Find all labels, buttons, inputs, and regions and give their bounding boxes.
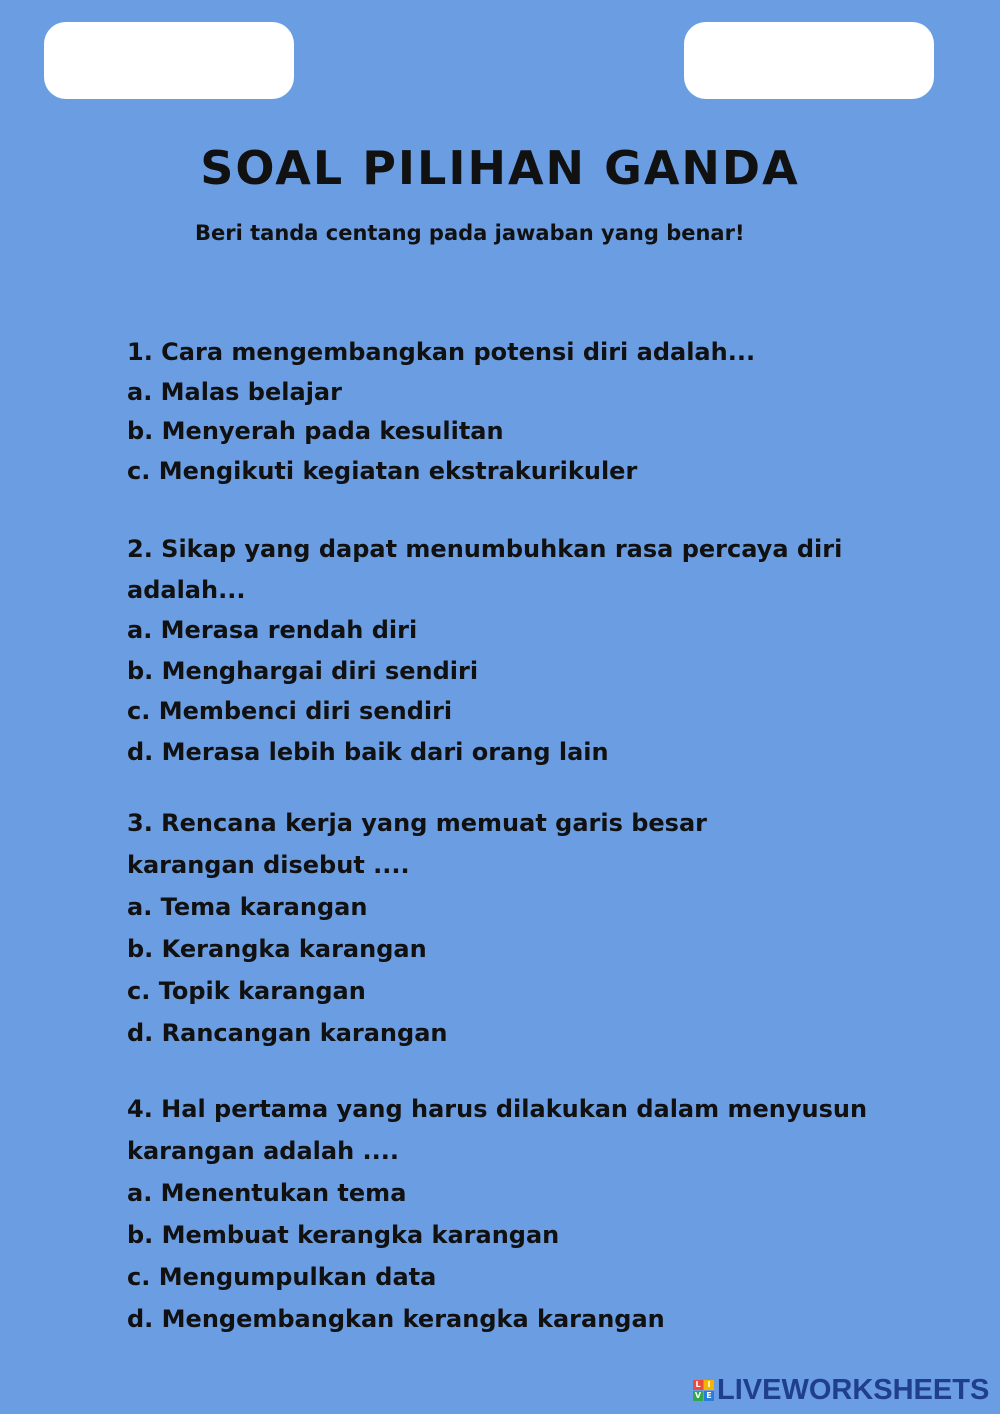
answer-option[interactable]: c. Mengumpulkan data xyxy=(127,1263,437,1291)
question-2 xyxy=(127,529,917,772)
logo-tile: I xyxy=(704,1380,714,1390)
question-1 xyxy=(127,333,917,491)
instruction-text: Beri tanda centang pada jawaban yang benar! xyxy=(195,221,745,245)
answer-option[interactable]: b. Kerangka karangan xyxy=(127,935,427,963)
logo-tile: V xyxy=(694,1390,702,1400)
question-list xyxy=(127,333,917,1373)
answer-option[interactable]: a. Malas belajar xyxy=(127,377,342,406)
answer-option[interactable]: d. Mengembangkan kerangka karangan xyxy=(127,1305,665,1333)
answer-option[interactable]: a. Merasa rendah diri xyxy=(127,616,418,644)
answer-option[interactable]: b. Membuat kerangka karangan xyxy=(127,1221,560,1249)
logo-tile: E xyxy=(704,1391,714,1401)
logo-tile: L xyxy=(693,1380,703,1390)
page-title: SOAL PILIHAN GANDA xyxy=(200,141,800,195)
question-4 xyxy=(127,1088,917,1340)
question-text: 3. Rencana kerja yang memuat garis besar karangan disebut .... xyxy=(127,809,707,879)
liveworksheets-logo-icon xyxy=(693,1380,714,1401)
answer-option[interactable]: c. Membenci diri sendiri xyxy=(127,697,453,725)
answer-option[interactable]: b. Menyerah pada kesulitan xyxy=(127,417,504,445)
answer-option[interactable]: d. Merasa lebih baik dari orang lain xyxy=(127,737,609,766)
class-field-box[interactable] xyxy=(684,22,934,99)
question-text: 2. Sikap yang dapat menumbuhkan rasa percaya diri adalah... xyxy=(127,535,843,604)
answer-option[interactable]: c. Topik karangan xyxy=(127,977,366,1005)
question-3 xyxy=(127,802,917,1054)
answer-option[interactable]: c. Mengikuti kegiatan ekstrakurikuler xyxy=(127,456,638,485)
answer-option[interactable]: a. Menentukan tema xyxy=(127,1179,407,1207)
answer-option[interactable]: b. Menghargai diri sendiri xyxy=(127,656,479,685)
question-text: 4. Hal pertama yang harus dilakukan dalam menyusun karangan adalah .... xyxy=(127,1095,868,1165)
answer-option[interactable]: d. Rancangan karangan xyxy=(127,1019,448,1047)
name-field-box[interactable] xyxy=(44,22,294,99)
logo-text: LIVEWORKSHEETS xyxy=(717,1374,990,1406)
liveworksheets-logo xyxy=(693,1374,989,1406)
answer-option[interactable]: a. Tema karangan xyxy=(127,893,368,921)
question-text: 1. Cara mengembangkan potensi diri adalah... xyxy=(127,338,756,366)
